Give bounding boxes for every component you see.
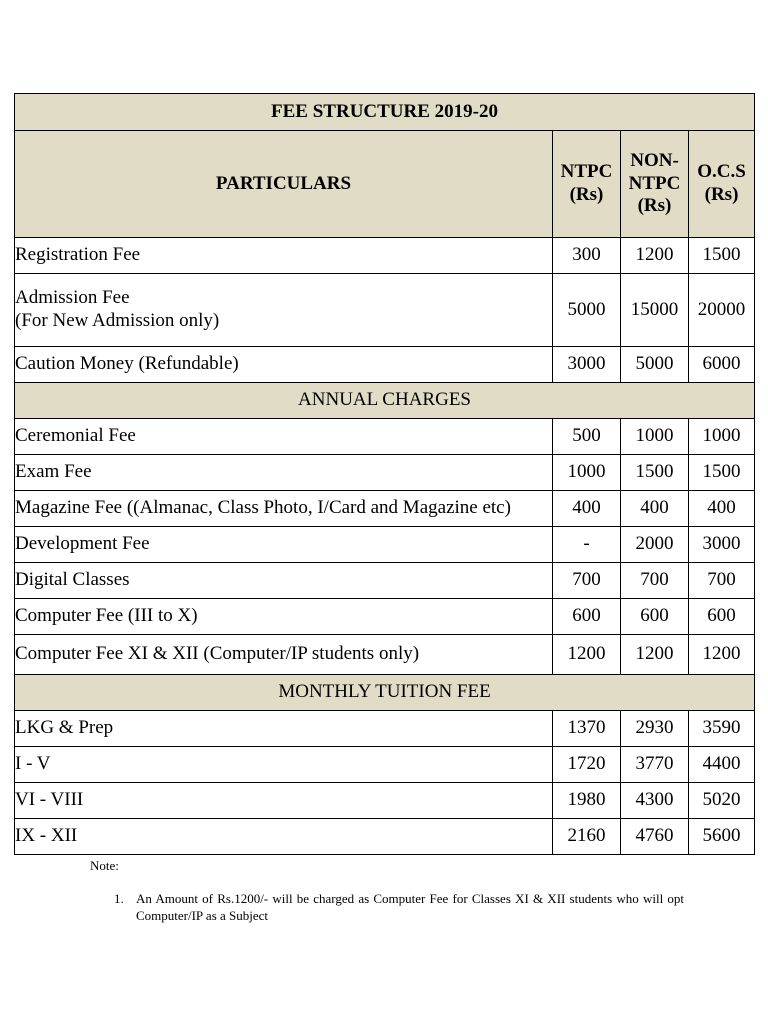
ntpc-value: 1720 bbox=[553, 747, 621, 783]
ocs-value: 3000 bbox=[689, 527, 755, 563]
row-label: I - V bbox=[15, 747, 553, 783]
non-ntpc-value: 5000 bbox=[621, 347, 689, 383]
non-ntpc-value: 4760 bbox=[621, 819, 689, 855]
ocs-value: 3590 bbox=[689, 711, 755, 747]
ocs-value: 600 bbox=[689, 599, 755, 635]
row-label: VI - VIII bbox=[15, 783, 553, 819]
table-row bbox=[15, 635, 755, 675]
ocs-value: 6000 bbox=[689, 347, 755, 383]
row-label: Magazine Fee ((Almanac, Class Photo, I/Card and Magazine etc) bbox=[15, 491, 553, 527]
ntpc-value: 600 bbox=[553, 599, 621, 635]
row-label: Development Fee bbox=[15, 527, 553, 563]
table-row bbox=[15, 347, 755, 383]
title-row bbox=[15, 94, 755, 131]
ntpc-value: 1200 bbox=[553, 635, 621, 675]
ntpc-value: 700 bbox=[553, 563, 621, 599]
ocs-header bbox=[689, 131, 755, 238]
row-label bbox=[15, 274, 553, 347]
table-row bbox=[15, 527, 755, 563]
monthly-tuition-heading: MONTHLY TUITION FEE bbox=[15, 675, 755, 711]
row-label-line-1: Admission Fee bbox=[15, 287, 130, 309]
non-ntpc-value: 15000 bbox=[621, 274, 689, 347]
particulars-header: PARTICULARS bbox=[15, 131, 553, 238]
ntpc-header-line-1: NTPC bbox=[560, 161, 613, 183]
row-label: Exam Fee bbox=[15, 455, 553, 491]
row-label: IX - XII bbox=[15, 819, 553, 855]
row-label: Ceremonial Fee bbox=[15, 419, 553, 455]
table-row bbox=[15, 747, 755, 783]
ntpc-header-line-2: (Rs) bbox=[569, 184, 604, 205]
annual-charges-heading: ANNUAL CHARGES bbox=[15, 383, 755, 419]
ntpc-header bbox=[553, 131, 621, 238]
row-label-line-2: (For New Admission only) bbox=[15, 310, 220, 331]
note-label: Note: bbox=[90, 858, 119, 873]
ocs-header-line-2: (Rs) bbox=[704, 184, 739, 205]
table-row bbox=[15, 783, 755, 819]
ocs-value: 1500 bbox=[689, 238, 755, 274]
table-row bbox=[15, 563, 755, 599]
table-row bbox=[15, 238, 755, 274]
non-ntpc-value: 700 bbox=[621, 563, 689, 599]
ntpc-value: 1000 bbox=[553, 455, 621, 491]
ntpc-value: 3000 bbox=[553, 347, 621, 383]
ocs-value: 1500 bbox=[689, 455, 755, 491]
ntpc-value: 5000 bbox=[553, 274, 621, 347]
ocs-value: 700 bbox=[689, 563, 755, 599]
ntpc-value: 1370 bbox=[553, 711, 621, 747]
row-label: Digital Classes bbox=[15, 563, 553, 599]
non-ntpc-header-line-2: NTPC bbox=[628, 172, 681, 194]
row-label: LKG & Prep bbox=[15, 711, 553, 747]
note-item-number: 1. bbox=[114, 891, 124, 906]
header-row bbox=[15, 131, 755, 238]
non-ntpc-value: 2930 bbox=[621, 711, 689, 747]
ocs-header-line-1: O.C.S bbox=[697, 161, 746, 183]
table-row bbox=[15, 455, 755, 491]
non-ntpc-header bbox=[621, 131, 689, 238]
non-ntpc-value: 1200 bbox=[621, 635, 689, 675]
note-list bbox=[114, 890, 684, 924]
table-row bbox=[15, 274, 755, 347]
ocs-value: 1000 bbox=[689, 419, 755, 455]
non-ntpc-value: 1000 bbox=[621, 419, 689, 455]
non-ntpc-value: 1200 bbox=[621, 238, 689, 274]
ntpc-value: - bbox=[553, 527, 621, 563]
ocs-value: 5600 bbox=[689, 819, 755, 855]
note-item-text: An Amount of Rs.1200/- will be charged as Computer Fee for Classes XI & XII students who will opt Computer/IP as a Subject bbox=[136, 891, 684, 923]
ocs-value: 5020 bbox=[689, 783, 755, 819]
non-ntpc-value: 4300 bbox=[621, 783, 689, 819]
row-label: Computer Fee XI & XII (Computer/IP students only) bbox=[15, 635, 553, 675]
non-ntpc-value: 2000 bbox=[621, 527, 689, 563]
row-label: Registration Fee bbox=[15, 238, 553, 274]
ocs-value: 20000 bbox=[689, 274, 755, 347]
non-ntpc-header-line-3: (Rs) bbox=[637, 195, 672, 217]
ntpc-value: 500 bbox=[553, 419, 621, 455]
non-ntpc-value: 600 bbox=[621, 599, 689, 635]
non-ntpc-value: 3770 bbox=[621, 747, 689, 783]
fee-structure-table bbox=[14, 93, 755, 855]
ntpc-value: 2160 bbox=[553, 819, 621, 855]
section-row-annual bbox=[15, 383, 755, 419]
row-label: Caution Money (Refundable) bbox=[15, 347, 553, 383]
ntpc-value: 1980 bbox=[553, 783, 621, 819]
row-label: Computer Fee (III to X) bbox=[15, 599, 553, 635]
ntpc-value: 300 bbox=[553, 238, 621, 274]
ocs-value: 4400 bbox=[689, 747, 755, 783]
ocs-value: 400 bbox=[689, 491, 755, 527]
non-ntpc-header-line-1: NON- bbox=[630, 149, 679, 171]
note-item bbox=[114, 890, 684, 924]
table-row bbox=[15, 819, 755, 855]
table-row bbox=[15, 599, 755, 635]
table-row bbox=[15, 419, 755, 455]
ntpc-value: 400 bbox=[553, 491, 621, 527]
section-row-monthly bbox=[15, 675, 755, 711]
table-row bbox=[15, 491, 755, 527]
ocs-value: 1200 bbox=[689, 635, 755, 675]
table-title: FEE STRUCTURE 2019-20 bbox=[15, 94, 755, 131]
table-row bbox=[15, 711, 755, 747]
non-ntpc-value: 400 bbox=[621, 491, 689, 527]
non-ntpc-value: 1500 bbox=[621, 455, 689, 491]
